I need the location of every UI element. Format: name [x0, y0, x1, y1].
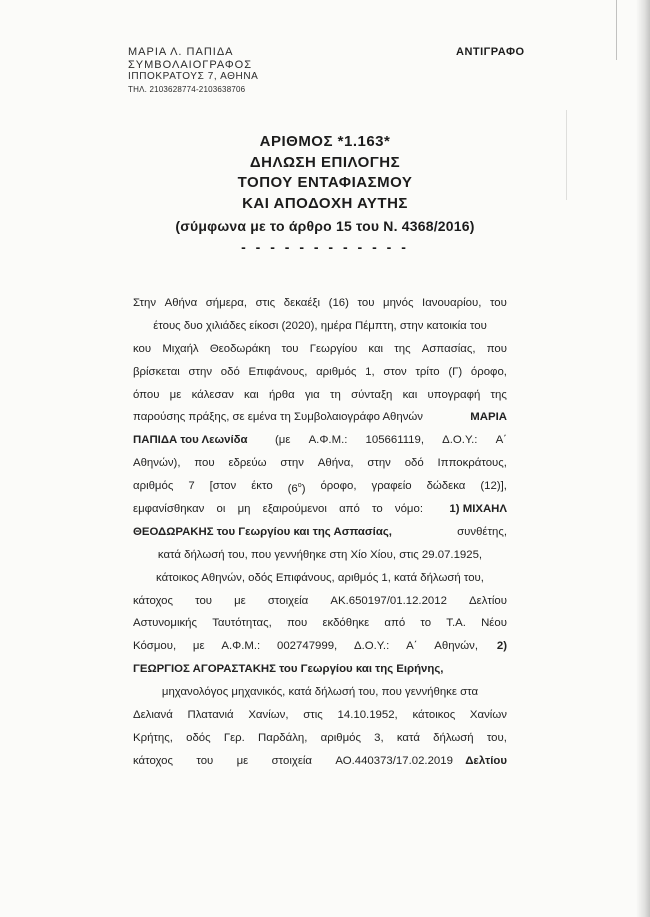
- word: Θεοδωράκη: [209, 342, 271, 355]
- word: του: [281, 342, 299, 355]
- word: εμφανίσθηκαν: [133, 503, 205, 516]
- word: [στον: [209, 480, 237, 493]
- word: εδρεύω: [228, 457, 267, 470]
- word: του: [489, 297, 507, 309]
- text-line: [133, 429, 507, 452]
- text-line: [133, 612, 507, 635]
- word: 3,: [374, 731, 384, 744]
- word: Γερ.: [223, 731, 245, 744]
- word: αριθμός: [316, 365, 357, 378]
- word: Δελιανά: [133, 709, 173, 722]
- word: στις: [255, 297, 276, 309]
- word: μηνός: [383, 297, 414, 309]
- word: για: [304, 388, 320, 401]
- text-line: [133, 567, 507, 590]
- word: κάτοχος: [133, 754, 174, 767]
- word: από: [384, 617, 406, 630]
- word: που: [286, 617, 308, 630]
- text-line: [133, 590, 507, 613]
- word: Αθήνα: [164, 297, 198, 309]
- notary-surname-bold: ΠΑΠΙΔΑ του Λεωνίδα: [133, 434, 248, 447]
- word: και: [402, 388, 418, 401]
- word: στην: [367, 457, 391, 470]
- word: κάτοχος: [133, 594, 174, 607]
- word: δήλωσή: [433, 731, 474, 744]
- word: στις: [303, 709, 323, 722]
- copy-label: ΑΝΤΙΓΡΑΦΟ: [456, 46, 525, 58]
- notary-name: ΜΑΡΙΑ Λ. ΠΑΠΙΔΑ: [128, 46, 234, 58]
- word: με: [236, 754, 249, 767]
- word: 105661119,: [365, 434, 425, 447]
- word: 14.10.1952,: [337, 709, 398, 722]
- word: δώδεκα: [426, 480, 466, 493]
- deed-body-text: [133, 292, 507, 773]
- text-segment: μηχανολόγος μηχανικός, κατά δήλωσή του, που γεννήθηκε στα: [161, 686, 479, 699]
- notary-phone: ΤΗΛ. 2103628774-2103638706: [128, 84, 246, 94]
- party-1-name-bold: ΘΕΟΔΩΡΑΚΗΣ του Γεωργίου και της Ασπασίας,: [133, 525, 392, 538]
- text-line: [133, 361, 507, 384]
- word: Ιανουαρίου,: [422, 297, 482, 309]
- word: μη: [237, 503, 251, 516]
- text-line: [133, 498, 507, 521]
- word: Κόσμου,: [133, 640, 177, 653]
- word: Αθηνών,: [434, 640, 478, 653]
- word: της: [490, 388, 507, 401]
- word: Τ.Α.: [446, 617, 466, 630]
- word: οδό: [220, 365, 240, 378]
- word: αριθμός: [133, 480, 174, 493]
- word: Παρδάλη,: [258, 731, 308, 744]
- title-line-3: ΚΑΙ ΑΠΟΔΟΧΗ ΑΥΤΗΣ: [242, 194, 408, 212]
- word: γραφείο: [371, 480, 412, 493]
- word-group: [133, 750, 453, 773]
- word: (16): [328, 297, 349, 309]
- word: που: [486, 342, 507, 355]
- party-2-name-bold: ΓΕΩΡΓΙΟΣ ΑΓΟΡΑΣΤΑΚΗΣ του Γεωργίου και της Ειρήνης,: [133, 663, 444, 676]
- text-line: [133, 406, 507, 429]
- word: (12)],: [480, 480, 507, 493]
- text-line: [133, 704, 507, 727]
- word: ΑΟ.440373/17.02.2019: [335, 754, 453, 767]
- text-line: [133, 315, 507, 338]
- text-segment: παρούσης πράξης, σε εμένα τη Συμβολαιογράφο Αθηνών: [133, 411, 424, 424]
- word: κάτοικος: [412, 709, 456, 722]
- word: όροφο,: [320, 480, 357, 493]
- notary-title: ΣΥΜΒΟΛΑΙΟΓΡΑΦΟΣ: [128, 58, 253, 71]
- word: στοιχεία: [271, 754, 313, 767]
- law-reference: (σύμφωνα με το άρθρο 15 του Ν. 4368/2016): [175, 218, 475, 234]
- word: Δ.Ο.Υ.:: [354, 640, 390, 653]
- word: εκδόθηκε: [322, 617, 370, 630]
- notary-letterhead: [128, 46, 288, 96]
- text-line: [133, 292, 507, 315]
- word: στοιχεία: [267, 594, 309, 607]
- word: Δελτίου: [469, 594, 507, 607]
- word: Πλατανιά: [187, 709, 234, 722]
- text-line: [133, 750, 507, 773]
- word: σύνταξη: [351, 388, 393, 401]
- word: κάλεσαν: [191, 388, 234, 401]
- word: Μιχαήλ: [162, 342, 199, 355]
- word: Ταυτότητας,: [212, 617, 272, 630]
- title-line-1: ΔΗΛΩΣΗ ΕΠΙΛΟΓΗΣ: [249, 153, 401, 171]
- word: Αθηνών),: [133, 457, 181, 470]
- word: τη: [329, 388, 341, 401]
- text-line: [133, 727, 507, 750]
- word: 002747999,: [277, 640, 338, 653]
- word: Στην: [133, 297, 157, 309]
- party-2-label-bold: 2): [496, 640, 507, 653]
- word: Κρήτης,: [133, 731, 173, 744]
- word: έκτο: [251, 480, 273, 493]
- word: της: [394, 342, 411, 355]
- word: [288, 475, 306, 498]
- word: ήρθα: [268, 388, 295, 401]
- word: του,: [486, 731, 507, 744]
- text-line: [133, 635, 507, 658]
- word: 1,: [365, 365, 375, 378]
- text-line: [133, 384, 507, 407]
- word: το: [420, 617, 432, 630]
- text-line: [133, 658, 507, 681]
- word: Δ.Ο.Υ.:: [442, 434, 478, 447]
- word-group: [133, 635, 478, 658]
- text-segment: κατά δήλωσή του, που γεννήθηκε στη Χίο Χίου, στις 29.07.1925,: [157, 548, 483, 561]
- text-line: [133, 681, 507, 704]
- word: στην: [280, 457, 304, 470]
- separator-dashes: - - - - - - - - - - - -: [241, 238, 409, 255]
- document-number: ΑΡΙΘΜΟΣ *1.163*: [259, 133, 391, 150]
- word: του: [195, 594, 213, 607]
- notary-name-bold: ΜΑΡΙΑ: [470, 411, 507, 424]
- word: και: [244, 388, 259, 401]
- text-line: [133, 452, 507, 475]
- word: Α.Φ.Μ.:: [308, 434, 348, 447]
- text-line: [133, 475, 507, 498]
- word: νόμο:: [394, 503, 423, 516]
- scan-artifact-line: [616, 0, 617, 60]
- word: Α΄: [406, 640, 418, 653]
- ordinal-number: (6: [287, 482, 298, 495]
- text-line: [133, 338, 507, 361]
- word: Χανίων,: [248, 709, 289, 722]
- word-group: [275, 429, 507, 452]
- word: βρίσκεται: [133, 365, 180, 378]
- word: Γεωργίου: [309, 342, 358, 355]
- text-line: [133, 521, 507, 544]
- title-line-2: ΤΟΠΟΥ ΕΝΤΑΦΙΑΣΜΟΥ: [237, 174, 413, 191]
- word: Αθήνα,: [317, 457, 354, 470]
- word: με: [169, 388, 182, 401]
- word: Α΄: [495, 434, 507, 447]
- word: του: [196, 754, 214, 767]
- word: Νέου: [481, 617, 507, 630]
- word: το: [372, 503, 383, 516]
- notary-address: ΙΠΠΟΚΡΑΤΟΥΣ 7, ΑΘΗΝΑ: [128, 71, 259, 82]
- word: τρίτο: [415, 365, 440, 378]
- text-segment: συνθέτης,: [457, 525, 507, 538]
- word: από: [339, 503, 360, 516]
- word-group: [133, 498, 423, 521]
- word: οι: [216, 503, 226, 516]
- word: οδό: [404, 457, 424, 470]
- word: υπογραφή: [427, 388, 481, 401]
- party-1-label-bold: 1) ΜΙΧΑΗΛ: [449, 503, 507, 516]
- word: εξαιρούμενοι: [262, 503, 327, 516]
- word: Αστυνομικής: [133, 617, 197, 630]
- word: Χανίων: [469, 709, 507, 722]
- word: με: [192, 640, 205, 653]
- word: Ασπασίας,: [421, 342, 476, 355]
- document-title-block: [0, 132, 650, 257]
- word: όροφο,: [470, 365, 507, 378]
- word: Α.Φ.Μ.:: [221, 640, 261, 653]
- text-line: [133, 544, 507, 567]
- word: του: [357, 297, 375, 309]
- word: (με: [275, 434, 291, 447]
- word: στον: [383, 365, 407, 378]
- word: με: [234, 594, 246, 607]
- word: Ιπποκράτους,: [437, 457, 507, 470]
- word: 7: [188, 480, 195, 493]
- word: κατά: [396, 731, 420, 744]
- word: στην: [188, 365, 213, 378]
- word: και: [368, 342, 384, 355]
- id-card-word-bold: Δελτίου: [465, 754, 507, 767]
- word: (Γ): [448, 365, 463, 378]
- word: ΑΚ.650197/01.12.2012: [330, 594, 447, 607]
- word: όπου: [133, 388, 160, 401]
- text-segment: κάτοικος Αθηνών, οδός Επιφάνους, αριθμός 1, κατά δήλωσή του,: [156, 571, 484, 584]
- word: δεκαέξι: [283, 297, 321, 309]
- closing-paren: ): [301, 482, 306, 495]
- word: σήμερα,: [205, 297, 248, 309]
- text-segment: έτους δυο χιλιάδες είκοσι (2020), ημέρα Πέμπτη, στην κατοικία του: [153, 319, 487, 332]
- word: αριθμός: [320, 731, 361, 744]
- word: που: [194, 457, 215, 470]
- ordinal-superscript: ο: [297, 482, 302, 490]
- word: Επιφάνους,: [248, 365, 308, 378]
- word: οδός: [186, 731, 211, 744]
- word: κου: [133, 342, 152, 355]
